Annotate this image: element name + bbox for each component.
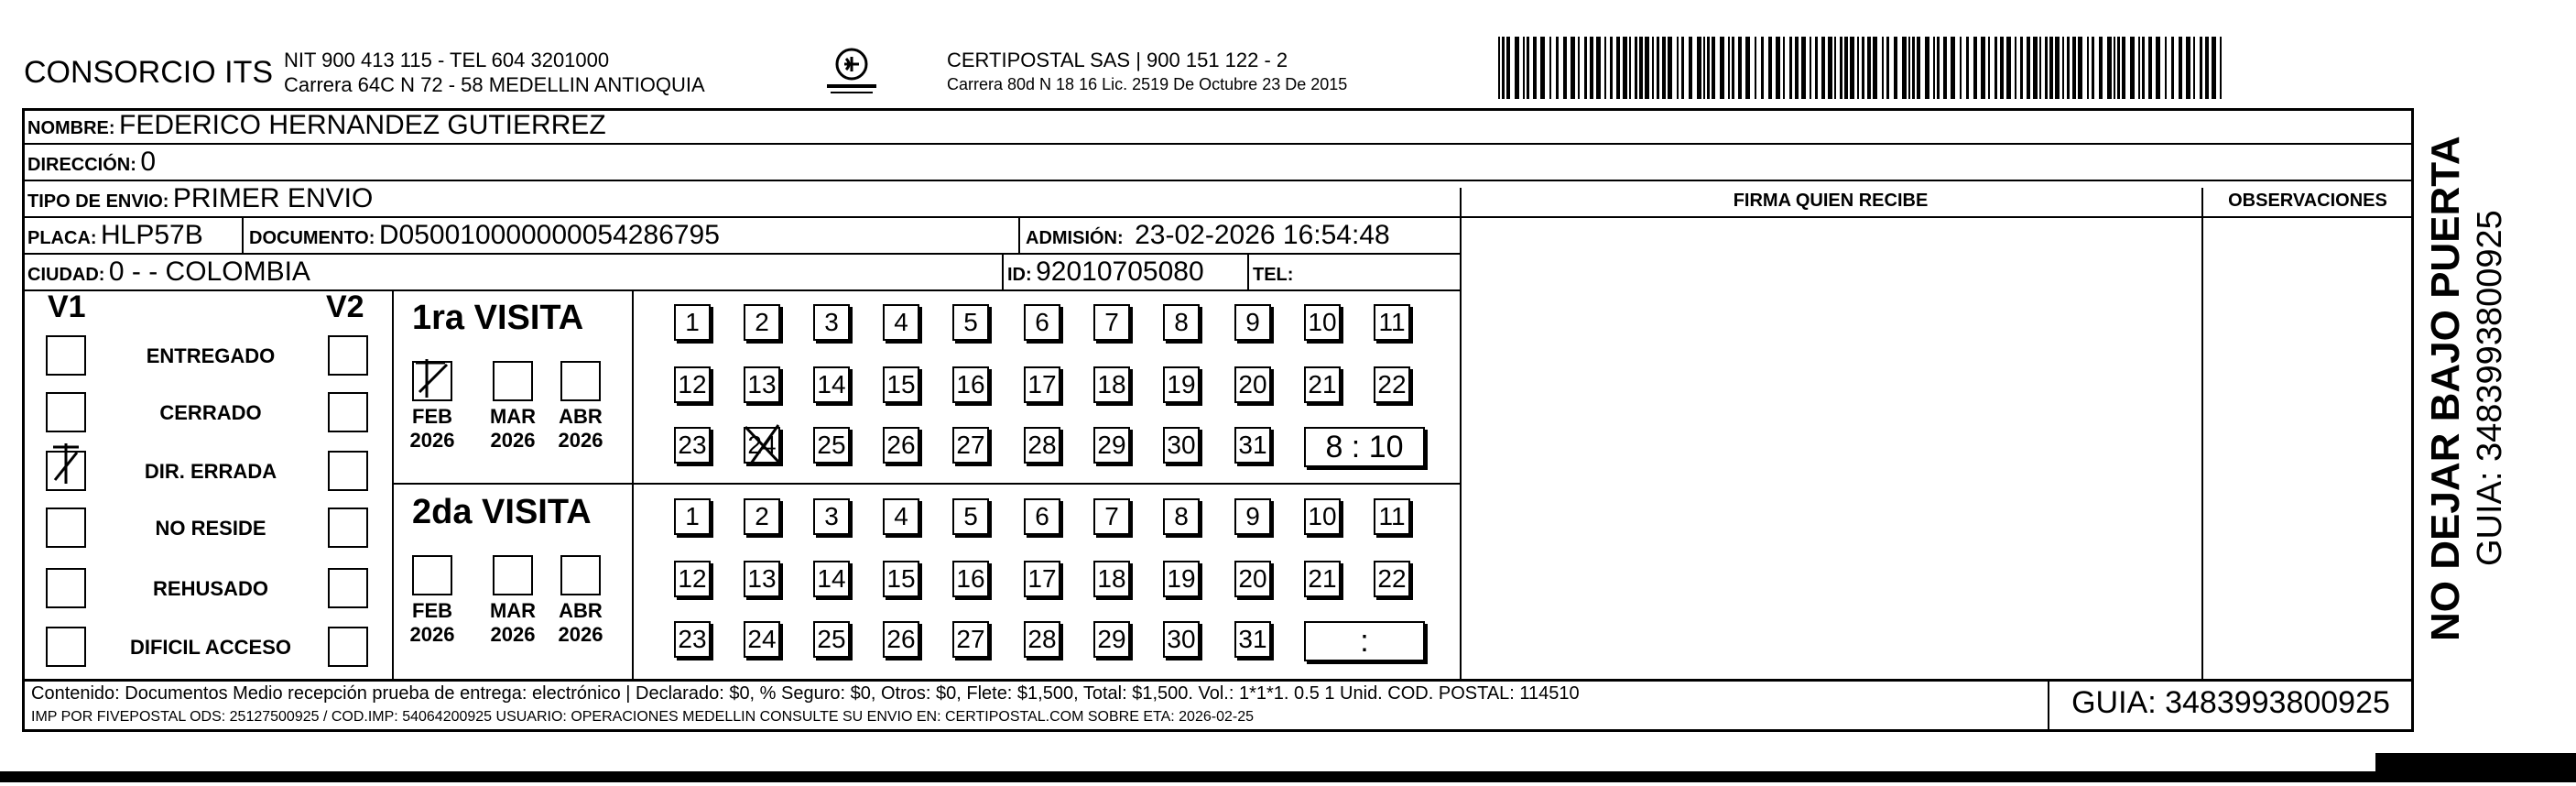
day-check-mark bbox=[742, 423, 784, 470]
day-box[interactable]: 2 bbox=[744, 498, 780, 535]
month-checkbox[interactable] bbox=[412, 361, 452, 401]
month-year: 2026 bbox=[490, 429, 536, 452]
tel-row bbox=[1253, 257, 1293, 288]
admision-label: ADMISIÓN: bbox=[1026, 228, 1124, 248]
day-box[interactable]: 8 bbox=[1163, 304, 1200, 341]
status-label: DIR. ERRADA bbox=[144, 460, 277, 483]
day-box[interactable]: 8 bbox=[1163, 498, 1200, 535]
day-box[interactable]: 12 bbox=[674, 561, 711, 597]
day-box[interactable]: 14 bbox=[813, 561, 850, 597]
month-checkbox[interactable] bbox=[412, 555, 452, 595]
placa-label: PLACA: bbox=[27, 228, 97, 248]
month-year: 2026 bbox=[490, 623, 536, 646]
day-box[interactable]: 20 bbox=[1234, 366, 1271, 403]
month-checkbox[interactable] bbox=[560, 555, 601, 595]
day-box[interactable]: 23 bbox=[674, 427, 711, 464]
nombre-value: FEDERICO HERNANDEZ GUTIERREZ bbox=[119, 110, 606, 140]
documento-value: D050010000000054286795 bbox=[378, 220, 720, 250]
day-box[interactable]: 5 bbox=[952, 498, 989, 535]
day-box[interactable]: 13 bbox=[744, 366, 780, 403]
month-name: ABR bbox=[559, 405, 603, 428]
day-box[interactable]: 1 bbox=[674, 304, 711, 341]
status-label: DIFICIL ACCESO bbox=[129, 636, 291, 659]
day-box[interactable]: 5 bbox=[952, 304, 989, 341]
day-box[interactable]: 17 bbox=[1024, 366, 1060, 403]
v1-checkbox[interactable] bbox=[46, 451, 86, 491]
observaciones-label: OBSERVACIONES bbox=[2228, 191, 2387, 211]
month-label bbox=[551, 599, 610, 647]
imp-text: IMP POR FIVEPOSTAL ODS: 25127500925 / COD.IMP: 54064200925 USUARIO: OPERACIONES MEDELLIN CONSULTE SU ENVIO EN: CERTIPOSTAL.COM SOBRE ETA: 2026-02-25 bbox=[31, 709, 1254, 725]
day-box[interactable]: 28 bbox=[1024, 621, 1060, 658]
day-box[interactable]: 26 bbox=[883, 427, 919, 464]
visit-title: 1ra VISITA bbox=[412, 299, 584, 337]
v1-checkbox[interactable] bbox=[46, 508, 86, 548]
day-box[interactable]: 26 bbox=[883, 621, 919, 658]
admision-value: 23-02-2026 16:54:48 bbox=[1135, 220, 1390, 250]
month-name: MAR bbox=[489, 405, 537, 428]
time-box[interactable]: 8 : 10 bbox=[1304, 427, 1425, 467]
certipostal-logo-icon bbox=[820, 44, 884, 101]
v1-label: V1 bbox=[48, 289, 86, 324]
month-label bbox=[551, 405, 610, 453]
month-name: MAR bbox=[489, 599, 537, 622]
month-checkbox[interactable] bbox=[493, 555, 533, 595]
day-box[interactable]: 6 bbox=[1024, 304, 1060, 341]
status-label: NO RESIDE bbox=[155, 517, 266, 540]
day-box[interactable]: 12 bbox=[674, 366, 711, 403]
carrier-address: Carrera 80d N 18 16 Lic. 2519 De Octubre 23 De 2015 bbox=[947, 75, 1348, 93]
documento-row bbox=[249, 220, 720, 251]
day-box[interactable]: 9 bbox=[1234, 304, 1271, 341]
v2-checkbox[interactable] bbox=[328, 508, 368, 548]
day-box[interactable]: 27 bbox=[952, 427, 989, 464]
day-box[interactable]: 15 bbox=[883, 561, 919, 597]
day-box[interactable]: 18 bbox=[1093, 561, 1130, 597]
company-nit: NIT 900 413 115 - TEL 604 3201000 bbox=[284, 49, 610, 71]
day-box[interactable]: 25 bbox=[813, 621, 850, 658]
day-box[interactable]: 29 bbox=[1093, 621, 1130, 658]
time-box[interactable]: : bbox=[1304, 621, 1425, 661]
company-name: CONSORCIO ITS bbox=[24, 55, 274, 90]
month-checkbox[interactable] bbox=[560, 361, 601, 401]
contenido-text: Contenido: Documentos Medio recepción prueba de entrega: electrónico | Declarado: $0, % Seguro: $0, Otros: $0, Flete: $1,500, Total: $1,500. Vol.: 1*1*1. 0.5 1 Unid. COD. POSTAL: 114510 bbox=[31, 683, 1580, 704]
v1-checkbox[interactable] bbox=[46, 335, 86, 376]
day-box[interactable]: 25 bbox=[813, 427, 850, 464]
day-box[interactable]: 19 bbox=[1163, 561, 1200, 597]
footer-guia: GUIA: 3483993800925 bbox=[2071, 685, 2390, 720]
month-label bbox=[403, 405, 462, 453]
month-checkbox[interactable] bbox=[493, 361, 533, 401]
day-box[interactable]: 16 bbox=[952, 561, 989, 597]
ciudad-row bbox=[27, 257, 310, 288]
id-value: 92010705080 bbox=[1036, 257, 1204, 287]
day-box[interactable]: 1 bbox=[674, 498, 711, 535]
day-box[interactable]: 10 bbox=[1304, 498, 1341, 535]
day-box[interactable]: 18 bbox=[1093, 366, 1130, 403]
v2-checkbox[interactable] bbox=[328, 451, 368, 491]
day-box[interactable]: 24 bbox=[744, 621, 780, 658]
barcode-icon bbox=[1498, 37, 2231, 99]
id-row bbox=[1007, 257, 1204, 288]
month-label bbox=[484, 599, 542, 647]
firma-label: FIRMA QUIEN RECIBE bbox=[1733, 191, 1929, 211]
side-guia: GUIA: 3483993800925 bbox=[2471, 210, 2509, 566]
status-label: REHUSADO bbox=[153, 577, 268, 600]
ciudad-label: CIUDAD: bbox=[27, 265, 105, 285]
day-box[interactable]: 10 bbox=[1304, 304, 1341, 341]
tipo-value: PRIMER ENVIO bbox=[172, 183, 374, 213]
day-box[interactable]: 23 bbox=[674, 621, 711, 658]
day-box[interactable]: 21 bbox=[1304, 366, 1341, 403]
day-box[interactable]: 30 bbox=[1163, 621, 1200, 658]
admision-row bbox=[1026, 220, 1390, 251]
nombre-row bbox=[27, 110, 606, 141]
day-box[interactable]: 19 bbox=[1163, 366, 1200, 403]
v1-checkbox[interactable] bbox=[46, 627, 86, 667]
day-box[interactable]: 11 bbox=[1374, 498, 1410, 535]
day-box[interactable]: 4 bbox=[883, 304, 919, 341]
direccion-value: 0 bbox=[140, 147, 157, 177]
ciudad-value: 0 - - COLOMBIA bbox=[108, 257, 310, 287]
day-box[interactable]: 13 bbox=[744, 561, 780, 597]
v2-checkbox[interactable] bbox=[328, 627, 368, 667]
month-year: 2026 bbox=[409, 429, 455, 452]
day-box[interactable]: 27 bbox=[952, 621, 989, 658]
month-label bbox=[403, 599, 462, 647]
v1-checkbox[interactable] bbox=[46, 568, 86, 608]
day-box[interactable]: 31 bbox=[1234, 621, 1271, 658]
day-box[interactable]: 28 bbox=[1024, 427, 1060, 464]
day-box[interactable]: 24 bbox=[744, 427, 780, 464]
day-box[interactable]: 31 bbox=[1234, 427, 1271, 464]
documento-label: DOCUMENTO: bbox=[249, 228, 375, 248]
company-address: Carrera 64C N 72 - 58 MEDELLIN ANTIOQUIA bbox=[284, 73, 705, 96]
v1-checkbox[interactable] bbox=[46, 392, 86, 432]
direccion-row bbox=[27, 147, 156, 178]
nombre-label: NOMBRE: bbox=[27, 118, 115, 138]
status-label: ENTREGADO bbox=[146, 344, 276, 367]
day-box[interactable]: 14 bbox=[813, 366, 850, 403]
v2-checkbox[interactable] bbox=[328, 335, 368, 376]
day-box[interactable]: 3 bbox=[813, 498, 850, 535]
month-year: 2026 bbox=[558, 429, 603, 452]
month-year: 2026 bbox=[558, 623, 603, 646]
day-box[interactable]: 20 bbox=[1234, 561, 1271, 597]
day-box[interactable]: 11 bbox=[1374, 304, 1410, 341]
tipo-row bbox=[27, 183, 373, 214]
day-box[interactable]: 4 bbox=[883, 498, 919, 535]
month-year: 2026 bbox=[409, 623, 455, 646]
day-box[interactable]: 7 bbox=[1093, 498, 1130, 535]
month-name: ABR bbox=[559, 599, 603, 622]
day-box[interactable]: 3 bbox=[813, 304, 850, 341]
day-box[interactable]: 22 bbox=[1374, 366, 1410, 403]
day-box[interactable]: 17 bbox=[1024, 561, 1060, 597]
day-box[interactable]: 7 bbox=[1093, 304, 1130, 341]
v2-checkbox[interactable] bbox=[328, 392, 368, 432]
visit-title: 2da VISITA bbox=[412, 493, 592, 531]
month-label bbox=[484, 405, 542, 453]
placa-row bbox=[27, 220, 203, 251]
day-box[interactable]: 16 bbox=[952, 366, 989, 403]
tipo-label: TIPO DE ENVIO: bbox=[27, 191, 169, 212]
day-box[interactable]: 15 bbox=[883, 366, 919, 403]
v2-checkbox[interactable] bbox=[328, 568, 368, 608]
direccion-label: DIRECCIÓN: bbox=[27, 155, 136, 175]
day-box[interactable]: 2 bbox=[744, 304, 780, 341]
day-box[interactable]: 9 bbox=[1234, 498, 1271, 535]
day-box[interactable]: 6 bbox=[1024, 498, 1060, 535]
month-name: FEB bbox=[412, 405, 452, 428]
placa-value: HLP57B bbox=[101, 220, 203, 250]
day-box[interactable]: 21 bbox=[1304, 561, 1341, 597]
v2-label: V2 bbox=[326, 289, 364, 324]
day-box[interactable]: 22 bbox=[1374, 561, 1410, 597]
id-label: ID: bbox=[1007, 265, 1032, 285]
tel-label: TEL: bbox=[1253, 265, 1294, 285]
day-box[interactable]: 29 bbox=[1093, 427, 1130, 464]
day-box[interactable]: 30 bbox=[1163, 427, 1200, 464]
no-dejar-bajo-puerta: NO DEJAR BAJO PUERTA bbox=[2423, 136, 2468, 641]
status-label: CERRADO bbox=[159, 401, 262, 424]
month-name: FEB bbox=[412, 599, 452, 622]
carrier-name: CERTIPOSTAL SAS | 900 151 122 - 2 bbox=[947, 49, 1288, 71]
